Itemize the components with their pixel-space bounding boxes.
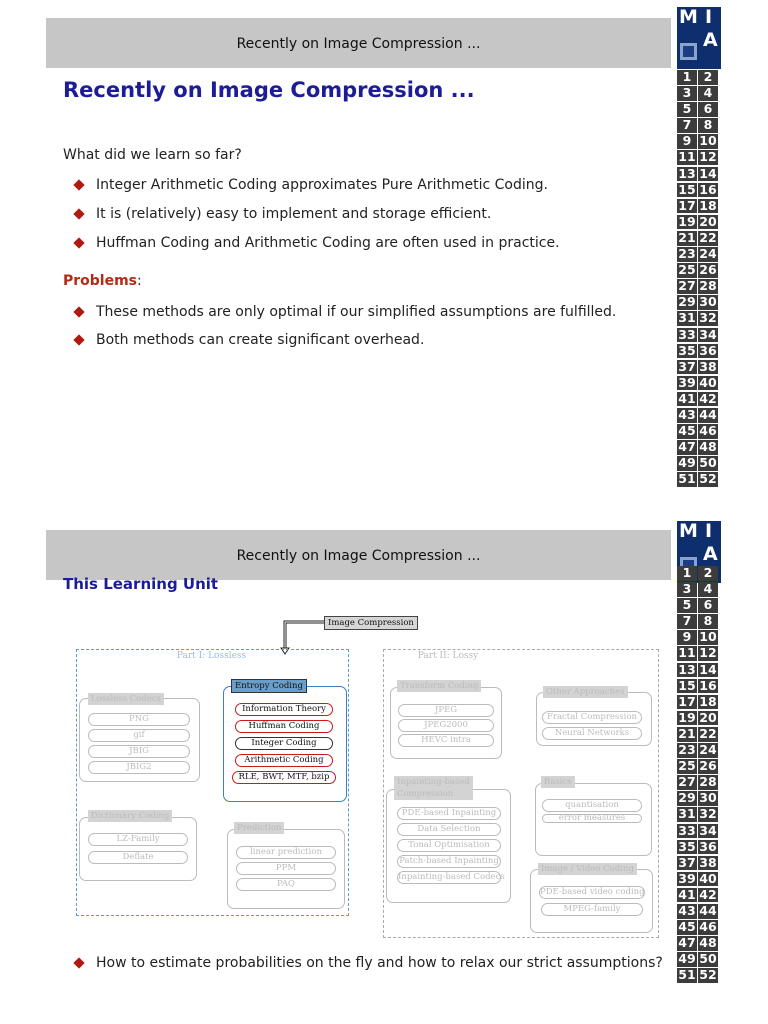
slide-navigation xyxy=(677,566,721,984)
nav-page-link[interactable]: 38 xyxy=(699,358,717,374)
node-inpainting-based-codecs: Inpainting-based Codecs xyxy=(398,872,505,882)
node-mpeg-family: MPEG-family xyxy=(541,903,643,916)
diamond-bullet-icon xyxy=(73,306,84,317)
nav-page-link[interactable]: 29 xyxy=(678,790,696,806)
nav-page-link[interactable]: 51 xyxy=(678,967,696,983)
nav-row xyxy=(677,183,721,199)
frame-title: Recently on Image Compression ... xyxy=(63,78,475,102)
nav-page-link[interactable]: 42 xyxy=(699,886,717,902)
node-neural-networks: Neural Networks xyxy=(542,727,642,740)
nav-row xyxy=(677,743,721,759)
header-title: Recently on Image Compression ... xyxy=(236,36,481,52)
nav-page-link[interactable]: 31 xyxy=(678,310,696,326)
nav-page-link[interactable]: 12 xyxy=(699,645,717,661)
lossless-codecs-title: Lossless Codecs xyxy=(88,693,164,705)
nav-page-link[interactable]: 5 xyxy=(677,598,697,613)
nav-row xyxy=(677,759,721,775)
nav-page-link[interactable]: 24 xyxy=(699,246,717,262)
nav-row xyxy=(677,472,721,488)
nav-page-link[interactable]: 43 xyxy=(678,406,696,422)
nav-page-link[interactable]: 37 xyxy=(678,358,696,374)
nav-row xyxy=(677,888,721,904)
video-coding-title: Image / Video Coding xyxy=(538,863,637,875)
nav-page-link[interactable]: 25 xyxy=(678,262,696,278)
nav-page-link[interactable]: 2 xyxy=(698,70,718,85)
diamond-bullet-icon xyxy=(73,208,84,219)
nav-row xyxy=(677,344,721,360)
nav-row xyxy=(677,263,721,279)
nav-page-link[interactable]: 47 xyxy=(678,935,696,951)
nav-row xyxy=(677,231,721,247)
nav-page-link[interactable]: 42 xyxy=(699,390,717,406)
node-error-measures: error measures xyxy=(542,814,642,823)
nav-page-link[interactable]: 28 xyxy=(699,774,717,790)
intro-text: What did we learn so far? xyxy=(63,147,242,163)
node-jpeg: JPEG xyxy=(398,704,494,717)
node-rle-bwt-mtf-bzip: RLE, BWT, MTF, bzip xyxy=(232,771,336,784)
nav-row xyxy=(677,598,721,614)
nav-page-link[interactable]: 16 xyxy=(699,181,717,197)
node-data-selection: Data Selection xyxy=(397,823,501,836)
node-hevc-intra: HEVC intra xyxy=(398,734,494,747)
nav-page-link[interactable]: 20 xyxy=(699,213,717,229)
nav-page-link[interactable]: 3 xyxy=(677,86,697,101)
nav-row xyxy=(677,775,721,791)
nav-page-link[interactable]: 39 xyxy=(678,374,696,390)
nav-row xyxy=(677,70,721,86)
nav-row xyxy=(677,360,721,376)
nav-page-link[interactable]: 27 xyxy=(678,774,696,790)
nav-row xyxy=(677,408,721,424)
node-linear-prediction: linear prediction xyxy=(236,846,336,859)
prediction-title: Prediction xyxy=(234,822,284,834)
node-gif: gif xyxy=(88,729,190,742)
nav-row xyxy=(677,936,721,952)
nav-page-link[interactable]: 34 xyxy=(699,326,717,342)
nav-page-link[interactable]: 48 xyxy=(699,439,717,455)
nav-row xyxy=(677,167,721,183)
nav-row xyxy=(677,328,721,344)
mia-logo: M I A xyxy=(677,7,721,69)
nav-page-link[interactable]: 32 xyxy=(699,310,717,326)
course-overview-diagram xyxy=(0,512,768,1024)
nav-row xyxy=(677,695,721,711)
nav-page-link[interactable]: 28 xyxy=(699,278,717,294)
nav-page-link[interactable]: 15 xyxy=(678,181,696,197)
node-pde-based-inpainting: PDE-based Inpainting xyxy=(397,807,501,820)
node-information-theory: Information Theory xyxy=(235,703,333,716)
nav-row xyxy=(677,840,721,856)
nav-page-link[interactable]: 6 xyxy=(698,102,718,117)
nav-row xyxy=(677,102,721,118)
nav-page-link[interactable]: 44 xyxy=(699,902,717,918)
frame-subtitle: This Learning Unit xyxy=(63,575,219,593)
nav-page-link[interactable]: 29 xyxy=(678,294,696,310)
nav-page-link[interactable]: 33 xyxy=(678,822,696,838)
nav-page-link[interactable]: 18 xyxy=(699,197,717,213)
mia-logo: M I A xyxy=(677,521,721,583)
diamond-bullet-icon xyxy=(73,334,84,345)
nav-page-link[interactable]: 25 xyxy=(678,758,696,774)
nav-page-link[interactable]: 41 xyxy=(678,390,696,406)
nav-page-link[interactable]: 49 xyxy=(678,951,696,967)
dictionary-coding-box xyxy=(79,817,197,881)
nav-page-link[interactable]: 44 xyxy=(699,406,717,422)
nav-page-link[interactable]: 23 xyxy=(678,742,696,758)
nav-page-link[interactable]: 51 xyxy=(678,471,696,487)
nav-page-link[interactable]: 8 xyxy=(698,614,718,629)
nav-page-link[interactable]: 35 xyxy=(678,342,696,358)
nav-row xyxy=(677,872,721,888)
slide-navigation xyxy=(677,70,721,488)
dictionary-coding-title: Dictionary Coding xyxy=(88,810,172,822)
nav-page-link[interactable]: 8 xyxy=(698,118,718,133)
nav-page-link[interactable]: 18 xyxy=(699,693,717,709)
nav-page-link[interactable]: 7 xyxy=(677,118,697,133)
nav-page-link[interactable]: 9 xyxy=(677,630,697,645)
node-paq: PAQ xyxy=(236,878,336,891)
nav-row xyxy=(677,968,721,984)
nav-page-link[interactable]: 43 xyxy=(678,902,696,918)
nav-page-link[interactable]: 45 xyxy=(678,423,696,439)
nav-row xyxy=(677,727,721,743)
nav-row xyxy=(677,311,721,327)
diamond-bullet-icon xyxy=(73,237,84,248)
nav-page-link[interactable]: 31 xyxy=(678,806,696,822)
nav-page-link[interactable]: 26 xyxy=(699,758,717,774)
nav-page-link[interactable]: 27 xyxy=(678,278,696,294)
nav-page-link[interactable]: 41 xyxy=(678,886,696,902)
nav-row xyxy=(677,566,721,582)
node-jbig: JBIG xyxy=(88,745,190,758)
nav-page-link[interactable]: 14 xyxy=(699,661,717,677)
nav-page-link[interactable]: 13 xyxy=(678,661,696,677)
nav-page-link[interactable]: 40 xyxy=(699,870,717,886)
node-huffman-coding: Huffman Coding xyxy=(235,720,333,733)
nav-page-link[interactable]: 45 xyxy=(678,919,696,935)
nav-page-link[interactable]: 21 xyxy=(678,725,696,741)
slide-header xyxy=(46,18,671,68)
nav-page-link[interactable]: 7 xyxy=(677,614,697,629)
nav-page-link[interactable]: 4 xyxy=(698,86,718,101)
nav-row xyxy=(677,247,721,263)
nav-row xyxy=(677,456,721,472)
node-deflate: Deflate xyxy=(88,851,188,864)
node-pde-based-video-coding: PDE-based video coding xyxy=(540,887,645,897)
nav-row xyxy=(677,920,721,936)
nav-page-link[interactable]: 50 xyxy=(699,455,717,471)
nav-page-link[interactable]: 4 xyxy=(698,582,718,597)
nav-row xyxy=(677,86,721,102)
nav-row xyxy=(677,582,721,598)
nav-page-link[interactable]: 19 xyxy=(678,709,696,725)
nav-row xyxy=(677,952,721,968)
nav-page-link[interactable]: 22 xyxy=(699,725,717,741)
nav-row xyxy=(677,904,721,920)
node-integer-coding: Integer Coding xyxy=(235,737,333,750)
node-quantisation: quantisation xyxy=(542,799,642,812)
nav-page-link[interactable]: 14 xyxy=(699,165,717,181)
slide-1: Recently on Image Compression ... Recently on Image Compression ... What did we learn so far? Integer Arithmetic Coding approximates Pure Arithmetic Coding. It is (relatively) easy to implement and storage efficient. Huffman Coding and Arithmetic Coding are often used in practice. Problems: These methods are only optimal if our simplified assumptions are fulfilled. Both methods can create significant overhead. M I A 1 2 3 4 5 6 7 8 9 10 11 12 13 14 15 16 17 18 19 20 21 22 23 24 25 26 27 28 29 30 31 32 33 34 35 36 37 38 39 40 41 42 43 44 45 46 47 48 49 50 51 52 xyxy=(0,0,768,512)
nav-row xyxy=(677,199,721,215)
nav-page-link[interactable]: 33 xyxy=(678,326,696,342)
nav-page-link[interactable]: 16 xyxy=(699,677,717,693)
node-lz-family: LZ-Family xyxy=(88,833,188,846)
nav-page-link[interactable]: 40 xyxy=(699,374,717,390)
nav-page-link[interactable]: 26 xyxy=(699,262,717,278)
nav-page-link[interactable]: 34 xyxy=(699,822,717,838)
nav-page-link[interactable]: 46 xyxy=(699,423,717,439)
nav-page-link[interactable]: 17 xyxy=(678,197,696,213)
nav-page-link[interactable]: 11 xyxy=(678,149,696,165)
inpainting-title: Inpainting-based Compression xyxy=(394,776,473,800)
nav-page-link[interactable]: 52 xyxy=(699,471,717,487)
crest-icon xyxy=(680,43,697,60)
nav-page-link[interactable]: 11 xyxy=(678,645,696,661)
node-fractal-compression: Fractal Compression xyxy=(542,711,642,724)
nav-row xyxy=(677,824,721,840)
nav-row xyxy=(677,376,721,392)
video-coding-box xyxy=(530,869,653,933)
nav-page-link[interactable]: 35 xyxy=(678,838,696,854)
nav-page-link[interactable]: 5 xyxy=(677,102,697,117)
nav-page-link[interactable]: 46 xyxy=(699,919,717,935)
node-arithmetic-coding: Arithmetic Coding xyxy=(235,754,333,767)
nav-page-link[interactable]: 12 xyxy=(699,149,717,165)
nav-page-link[interactable]: 36 xyxy=(699,838,717,854)
nav-page-link[interactable]: 22 xyxy=(699,229,717,245)
nav-row xyxy=(677,614,721,630)
nav-page-link[interactable]: 10 xyxy=(699,133,717,149)
nav-page-link[interactable]: 52 xyxy=(699,967,717,983)
nav-page-link[interactable]: 37 xyxy=(678,854,696,870)
slide-2: Recently on Image Compression ... This Learning Unit Image Compression Part I: Lossless Part II: Lossy Lossless Codecs PNG gif JBIG JBIG2 Dictionary Coding LZ-Family Deflate Entropy Coding Information Theory Huffman Coding Integer Coding Arithmetic Coding RLE, BWT, MTF, bzip Prediction linear prediction PPM PAQ Transform Coding JPEG JPEG2000 HEVC intra Other Approaches Fractal Compression Neural Networks Inpainting-based Compression PDE-based Inpainting Data Selection Tonal Optimisation Patch-based Inpainting Inpainting-based Codecs Basics quantisation error measures Image / Video Coding PDE-based video coding MPEG-family How to estimate probabilities on the fly and how to relax our strict assumptions? M I A 1 2 3 4 5 6 7 8 9 10 11 12 13 14 15 16 17 18 19 20 21 22 23 24 25 26 27 28 29 30 31 32 33 34 35 36 37 38 39 40 41 42 43 44 45 46 47 48 49 50 51 52 xyxy=(0,512,768,1024)
other-approaches-title: Other Approaches xyxy=(543,686,628,698)
nav-page-link[interactable]: 38 xyxy=(699,854,717,870)
nav-page-link[interactable]: 30 xyxy=(699,294,717,310)
nav-page-link[interactable]: 1 xyxy=(677,70,697,85)
nav-page-link[interactable]: 6 xyxy=(698,598,718,613)
nav-page-link[interactable]: 17 xyxy=(678,693,696,709)
nav-page-link[interactable]: 19 xyxy=(678,213,696,229)
nav-row xyxy=(677,440,721,456)
nav-page-link[interactable]: 48 xyxy=(699,935,717,951)
nav-row xyxy=(677,215,721,231)
nav-page-link[interactable]: 50 xyxy=(699,951,717,967)
transform-coding-title: Transform Coding xyxy=(397,680,481,692)
nav-row xyxy=(677,295,721,311)
nav-page-link[interactable]: 23 xyxy=(678,246,696,262)
header-title: Recently on Image Compression ... xyxy=(236,548,481,564)
node-patch-based-inpainting: Patch-based Inpainting xyxy=(397,855,501,868)
nav-page-link[interactable]: 13 xyxy=(678,165,696,181)
nav-page-link[interactable]: 2 xyxy=(698,566,718,581)
node-ppm: PPM xyxy=(236,862,336,875)
node-png: PNG xyxy=(88,713,190,726)
basics-title: Basics xyxy=(541,776,575,788)
nav-row xyxy=(677,150,721,166)
nav-page-link[interactable]: 9 xyxy=(677,134,697,149)
nav-row xyxy=(677,663,721,679)
nav-row xyxy=(677,424,721,440)
root-node: Image Compression xyxy=(324,616,418,630)
nav-row xyxy=(677,679,721,695)
nav-page-link[interactable]: 24 xyxy=(699,742,717,758)
nav-page-link[interactable]: 21 xyxy=(678,229,696,245)
nav-page-link[interactable]: 10 xyxy=(699,629,717,645)
nav-row xyxy=(677,392,721,408)
nav-page-link[interactable]: 20 xyxy=(699,709,717,725)
node-jbig2: JBIG2 xyxy=(88,761,190,774)
nav-row xyxy=(677,646,721,662)
nav-page-link[interactable]: 30 xyxy=(699,790,717,806)
nav-page-link[interactable]: 3 xyxy=(677,582,697,597)
nav-page-link[interactable]: 15 xyxy=(678,677,696,693)
nav-page-link[interactable]: 39 xyxy=(678,870,696,886)
nav-page-link[interactable]: 32 xyxy=(699,806,717,822)
diamond-bullet-icon xyxy=(73,179,84,190)
nav-row xyxy=(677,118,721,134)
nav-page-link[interactable]: 49 xyxy=(678,455,696,471)
nav-row xyxy=(677,630,721,646)
part1-label: Part I: Lossless xyxy=(176,651,247,661)
nav-page-link[interactable]: 36 xyxy=(699,342,717,358)
node-jpeg2000: JPEG2000 xyxy=(398,719,494,732)
nav-page-link[interactable]: 47 xyxy=(678,439,696,455)
nav-row xyxy=(677,807,721,823)
node-tonal-optimisation: Tonal Optimisation xyxy=(397,839,501,852)
problems-heading: Problems: xyxy=(63,273,142,289)
nav-row xyxy=(677,856,721,872)
nav-row xyxy=(677,791,721,807)
nav-page-link[interactable]: 1 xyxy=(677,566,697,581)
nav-row xyxy=(677,134,721,150)
nav-row xyxy=(677,279,721,295)
part2-label: Part II: Lossy xyxy=(417,651,479,661)
entropy-coding-title: Entropy Coding xyxy=(231,679,307,693)
nav-row xyxy=(677,711,721,727)
